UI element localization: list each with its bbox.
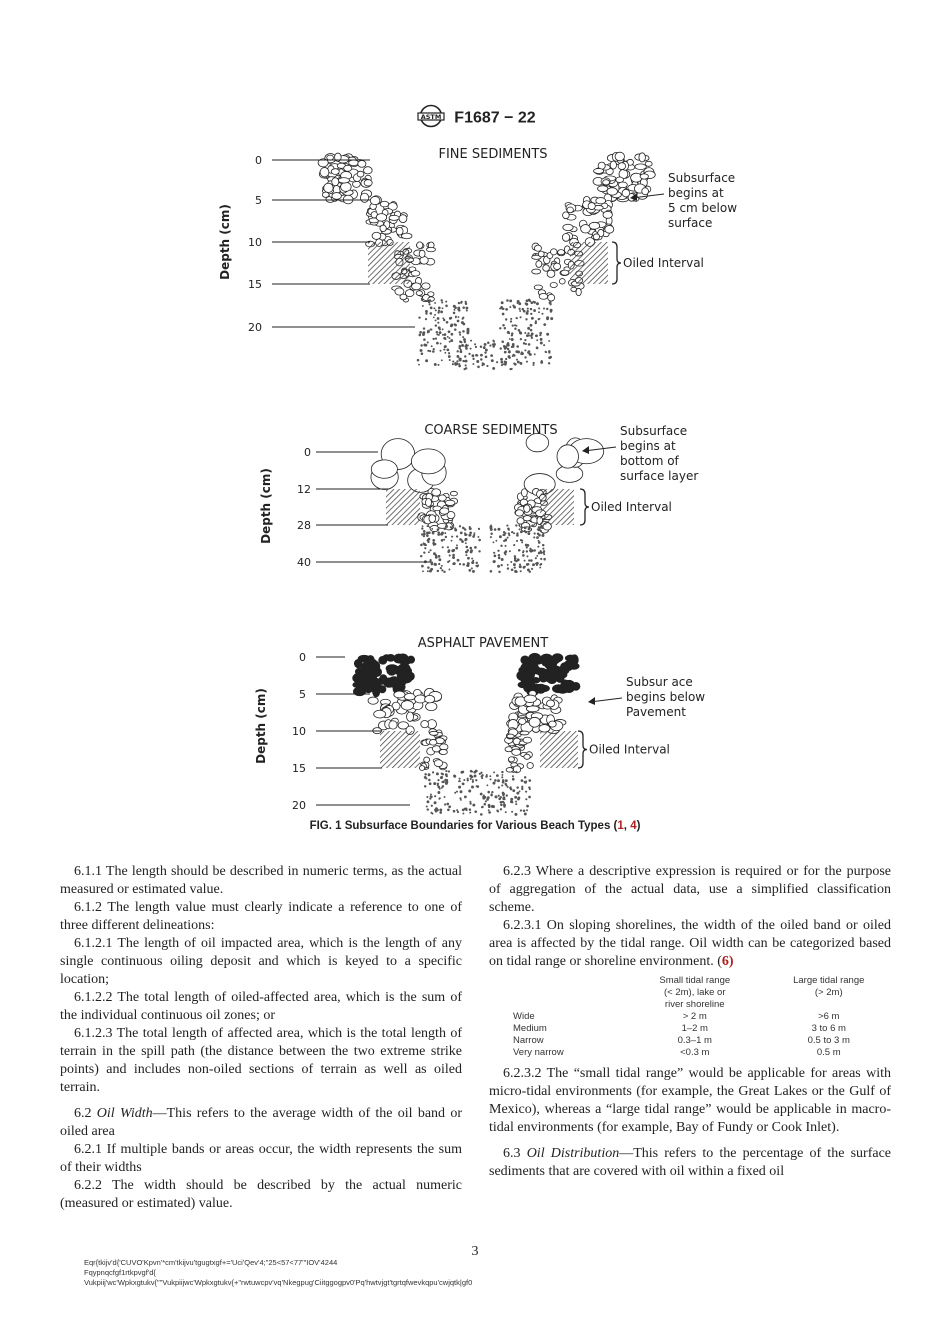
subsurface-note-line: Subsur ace [626,675,693,689]
depth-tick-label: 5 [255,194,262,207]
subsurface-note-line: 5 cm below [668,201,738,215]
subsurface-note-line: begins at [668,186,724,200]
reference-link-1[interactable]: 1 [617,820,624,832]
svg-text:ASTM: ASTM [420,113,442,121]
oiled-interval-left [380,731,420,768]
paragraph-6-1-2: 6.1.2 The length value must clearly indicate a reference to one of three different delineations: [60,900,462,933]
subsurface-note-line: bottom of [620,454,679,468]
oiled-interval-label: Oiled Interval [623,256,704,270]
cell-large-tidal: 3 to 6 m [811,1023,846,1034]
subsurface-note-line: Subsurface [668,171,736,185]
depth-tick-label: 0 [255,154,262,167]
paragraph-6-3: 6.3 Oil Distribution—This refers to the percentage of the surface sediments that are covered with oil within a fixed oil [489,1146,892,1179]
arrow-head-icon [588,697,595,705]
paragraph-6-2-2: 6.2.2 The width should be described by the actual numeric (measured or estimated) value. [60,1178,462,1211]
oiled-interval-right [570,242,608,284]
paragraph-6-1-2-3: 6.1.2.3 The total length of affected area, which is the total length of terrain in the spill path (the distance between the two extreme strike points) and includes non-oiled sections of terrain as well as oiled terrain. [60,1026,462,1095]
row-label: Narrow [513,1035,544,1046]
depth-tick-label: 20 [248,321,262,334]
right-column [489,863,891,1181]
paragraph-6-2: 6.2 Oil Width—This refers to the average width of the oil band or oiled area [60,1106,462,1139]
table-row [507,1023,891,1035]
paragraph-6-1-2-2: 6.1.2.2 The total length of oiled-affected area, which is the sum of the individual continuous oil zones; or [60,990,462,1023]
cell-large-tidal: >6 m [818,1011,840,1022]
depth-tick-label: 28 [297,519,311,532]
axis-label: Depth (cm) [259,468,273,544]
tidal-range-table [507,975,891,1059]
interval-brace [580,489,589,525]
cell-small-tidal: > 2 m [682,1011,707,1022]
page-number: 3 [471,1244,479,1259]
table-header [507,975,891,1011]
header-small-tidal: Small tidal range (< 2m), lake or river shoreline [659,975,731,1010]
row-label: Medium [513,1023,547,1034]
reference-link-4[interactable]: 4 [630,820,637,832]
subsurface-note-line: Pavement [626,705,686,719]
standard-designation: F1687 − 22 [454,109,536,127]
row-label: Very narrow [513,1047,564,1058]
paragraph-6-2-3: 6.2.3 Where a descriptive expression is required or for the purpose of aggregation of the actual data, use a simplified classification scheme. [489,864,891,915]
paragraph-6-2-3-2: 6.2.3.2 The “small tidal range” would be applicable for areas with micro-tidal environments (for example, the Great Lakes or the Gulf of Mexico), whereas a “large tidal range” would be applicable in macro-tidal environments (for example, Bay of Fundy or Cook Inlet). [489,1066,891,1135]
term-oil-width: Oil Width [96,1106,153,1121]
depth-tick-label: 10 [248,236,262,249]
axis-label: Depth (cm) [254,688,268,764]
subsurface-note-line: begins below [626,690,706,704]
table-row [507,1035,891,1047]
cell-large-tidal: 0.5 m [816,1047,841,1058]
depth-tick-label: 0 [299,651,306,664]
depth-tick-label: 40 [297,556,311,569]
axis-label: Depth (cm) [218,204,232,280]
oiled-interval-label: Oiled Interval [589,742,670,757]
panel-title: COARSE SEDIMENTS [424,423,558,438]
cell-small-tidal: 1–2 m [681,1023,708,1034]
oiled-interval-right [540,731,578,768]
paragraph-6-1-2-1: 6.1.2.1 The length of oil impacted area, which is the length of any single continuous oiling deposit and which is keyed to a specific location; [60,936,462,987]
oiled-interval-right [540,489,574,525]
depth-tick-label: 15 [248,278,262,291]
oiled-interval-left [386,489,420,525]
depth-tick-label: 10 [292,725,306,738]
cell-small-tidal: <0.3 m [680,1047,710,1058]
depth-tick-label: 12 [297,483,311,496]
paragraph-6-2-3-1: 6.2.3.1 On sloping shorelines, the width of the oiled band or oiled area is affected by the tidal range. Oil width can be categorized based on tidal range or shoreline environment. (6) [489,918,891,969]
subsurface-note-line: surface layer [620,469,699,483]
header-large-tidal: Large tidal range (> 2m) [793,975,865,998]
figure-caption: FIG. 1 Subsurface Boundaries for Various Beach Types (1, 4) [309,820,641,832]
table-row [507,1047,891,1059]
subsurface-note-line: surface [668,216,713,230]
panel-title: FINE SEDIMENTS [438,147,548,162]
depth-tick-label: 0 [304,446,311,459]
depth-tick-label: 20 [292,799,306,812]
depth-tick-label: 15 [292,762,306,775]
oiled-interval-label: Oiled Interval [591,500,672,514]
panel-title: ASPHALT PAVEMENT [417,636,549,651]
left-column [60,863,462,1213]
interval-brace [578,731,587,768]
depth-tick-label: 5 [299,688,306,701]
subsurface-note-line: Subsurface [620,424,688,438]
license-footer: Eqr{tkijv'd{'CUVO'Kpvn'*cm'tkijvu'tgugtxgf+='Uci'Qev'4;"25<57<77'"IOV'4244 Fqypnqcfgf1rtkpvgf'd{ Vukpiij'wc'Wpkxgtukv{""Vukpiijwc'Wpkxgtukv{+"rwtuwcpv'vq'Nkegpug'Ciitggogpv0'Pq'hwtvjgt'tgrtqfwevkqpu'cwjqtk|gf0 [84,1258,473,1287]
paragraph-6-1-1: 6.1.1 The length should be described in numeric terms, as the actual measured or estimated value. [60,864,462,897]
oiled-interval-left [368,242,410,284]
table-row [507,1011,891,1023]
term-oil-distribution: Oil Distribution [526,1146,620,1161]
interval-brace [612,242,621,284]
subsurface-note-line: begins at [620,439,676,453]
row-label: Wide [513,1011,535,1022]
cell-large-tidal: 0.5 to 3 m [807,1035,850,1046]
paragraph-6-2-1: 6.2.1 If multiple bands or areas occur, the width represents the sum of their widths [60,1142,462,1175]
reference-link-6[interactable]: 6 [721,954,729,969]
cell-small-tidal: 0.3–1 m [677,1035,712,1046]
